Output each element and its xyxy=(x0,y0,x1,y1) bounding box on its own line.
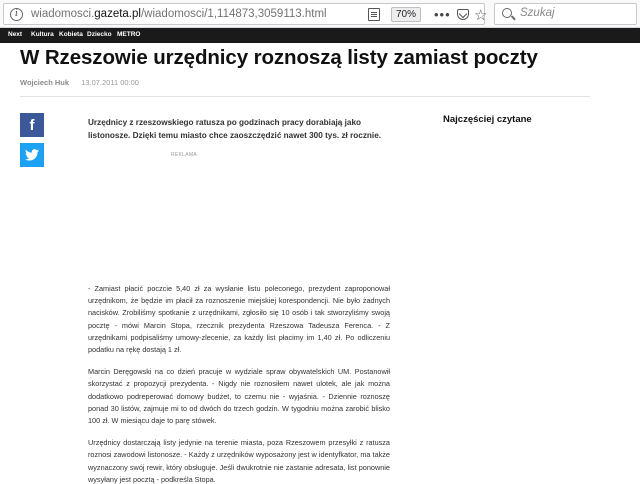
nav-item-next[interactable]: Next xyxy=(8,31,23,38)
nav-item-metro[interactable]: METRO xyxy=(117,31,141,38)
nav-item-kultura[interactable]: Kultura xyxy=(31,31,54,38)
pocket-icon[interactable] xyxy=(457,9,469,20)
reader-view-icon[interactable] xyxy=(368,8,380,21)
article-paragraph: Urzędnicy dostarczają listy jedynie na terenie miasta, poza Rzeszowem przesyłki z ratusza roznosi zawodowi listonosze. - Każdy z urzędników wyposażony jest w identyfkator, ma także wyznaczony swój rewir, który obsługuje. Jeśli dwukrotnie nie zastanie adresata, list ponownie wysyłany jest pocztą - podkreśla Stopa. xyxy=(88,438,390,484)
browser-toolbar xyxy=(0,0,640,28)
ad-label: REKLAMA xyxy=(171,152,197,158)
article-lead: Urzędnicy z rzeszowskiego ratusza po godzinach pracy dorabiają jako listonosze. Dzięki temu miasto chce zaoszczędzić nawet 300 tys. zł rocznie. xyxy=(88,118,382,140)
zoom-level-button[interactable]: 70% xyxy=(391,7,421,22)
byline xyxy=(20,78,139,87)
article-paragraph: Marcin Deręgowski na co dzień pracuje w wydziale spraw obywatelskich UM. Postanowił skorzystać z propozycji prezydenta. - Nigdy nie roznosiłem nawet ulotek, ale jak można dodatkowo podreperować domowy budżet, to czemu nie - wyjaśnia. - Dziennie roznoszę ponad 30 listów, zajmuje mi to od dwóch do trzech godzin. W tygodniu można zarobić blisko 100 zł. W miesiącu daje to parę stówek. xyxy=(88,367,390,426)
url-text[interactable] xyxy=(31,8,327,20)
site-info-icon[interactable]: i xyxy=(10,8,23,21)
facebook-share-button[interactable] xyxy=(20,113,44,137)
url-prefix: wiadomosci. xyxy=(31,8,95,20)
facebook-icon: f xyxy=(29,117,35,134)
twitter-icon xyxy=(25,149,39,161)
search-box[interactable] xyxy=(494,3,637,25)
nav-item-kobieta[interactable]: Kobieta xyxy=(59,31,83,38)
url-path: /wiadomosci/1,114873,3059113.html xyxy=(140,8,327,20)
url-bar[interactable] xyxy=(3,3,488,25)
page-actions-more-icon[interactable]: ••• xyxy=(434,7,451,22)
author-name[interactable]: Wojciech Huk xyxy=(20,78,70,87)
search-input[interactable] xyxy=(520,7,630,19)
header-divider xyxy=(20,96,590,97)
site-nav-bar xyxy=(0,28,640,43)
most-read-heading: Najczęściej czytane xyxy=(443,114,532,125)
article-body xyxy=(88,283,390,484)
bookmark-star-icon[interactable]: ☆ xyxy=(474,7,488,24)
article-paragraph: - Zamiast płacić poczcie 5,40 zł za wysłanie listu poleconego, prezydent zaproponował urzędnikom, że będzie im płacił za roznoszenie miejskiej korespondencji. Nie było żadnych nacisków. Zrobiliśmy spotkanie z urzędnikami, zgłosiło się 10 osób i tak stworzyliśmy swoją pocztę - mówi Marcin Stopa, rzecznik prezydenta Rzeszowa Tadeusza Ferenca. - Z urzędnikami podpisaliśmy umowy-zlecenie, za każdy list płacimy im 1,40 zł. Po odliczeniu podatku na rękę dostają 1 zł. xyxy=(88,284,390,355)
nav-item-dziecko[interactable]: Dziecko xyxy=(87,31,112,38)
search-icon xyxy=(502,8,512,18)
url-domain: gazeta.pl xyxy=(94,8,141,20)
twitter-share-button[interactable] xyxy=(20,143,44,167)
publish-date: 13.07.2011 00:00 xyxy=(81,78,139,87)
article-title: W Rzeszowie urzędnicy roznoszą listy zamiast poczty xyxy=(20,46,538,69)
